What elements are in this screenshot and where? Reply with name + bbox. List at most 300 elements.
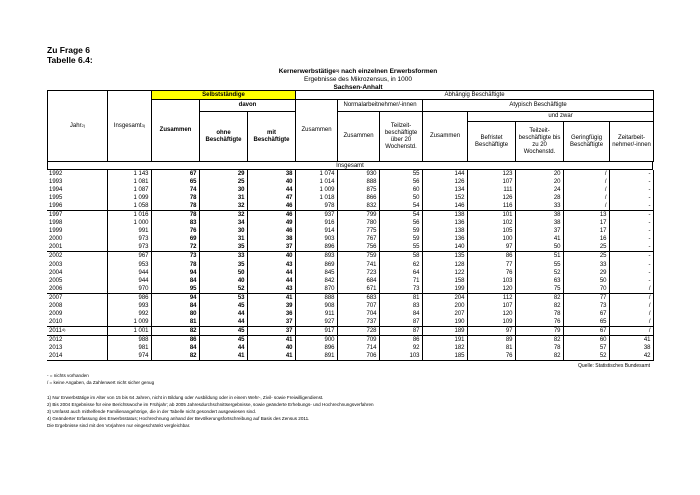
value-cell: 82 xyxy=(151,326,199,335)
value-cell: 62 xyxy=(379,261,422,269)
value-cell: 136 xyxy=(422,219,467,227)
value-cell: 78 xyxy=(151,202,199,211)
value-cell: 973 xyxy=(107,235,151,243)
value-cell: 44 xyxy=(247,277,295,285)
year-cell: 2009 xyxy=(47,310,107,318)
value-cell: 16 xyxy=(563,235,609,243)
header-ohne: ohne Beschäftigte xyxy=(200,112,248,162)
value-cell: 704 xyxy=(337,310,379,318)
value-cell: / xyxy=(563,186,609,194)
value-cell: 870 xyxy=(295,285,337,294)
table-row xyxy=(47,219,653,227)
year-cell: 2011$^{4)}$ xyxy=(47,326,107,335)
value-cell: 1 001 xyxy=(107,326,151,335)
value-cell: 37 xyxy=(247,318,295,327)
value-cell: - xyxy=(609,170,653,178)
year-cell: 2012 xyxy=(47,335,107,344)
value-cell: 37 xyxy=(247,326,295,335)
value-cell: 43 xyxy=(247,285,295,294)
table-row xyxy=(47,252,653,261)
value-cell: 38 xyxy=(609,344,653,352)
value-cell: 45 xyxy=(199,326,247,335)
table-row xyxy=(47,227,653,235)
year-cell: 1995 xyxy=(47,194,107,202)
value-cell: 930 xyxy=(337,170,379,178)
value-cell: 82 xyxy=(515,335,563,344)
value-cell: 70 xyxy=(563,285,609,294)
value-cell: 40 xyxy=(247,178,295,186)
source-note: Quelle: Statistisches Bundesamt xyxy=(578,363,650,369)
table-subtitle: Ergebnisse des Mikrozensus, in 1000 xyxy=(303,76,413,83)
value-cell: 903 xyxy=(295,235,337,243)
table-row xyxy=(47,285,653,294)
value-cell: 1 058 xyxy=(107,202,151,211)
value-cell: 17 xyxy=(563,227,609,235)
value-cell: 51 xyxy=(515,252,563,261)
value-cell: 86 xyxy=(379,335,422,344)
value-cell: 146 xyxy=(422,202,467,211)
value-cell: 20 xyxy=(515,170,563,178)
value-cell: 45 xyxy=(199,335,247,344)
table-row xyxy=(47,243,653,252)
value-cell: 31 xyxy=(199,194,247,202)
value-cell: 24 xyxy=(515,186,563,194)
value-cell: 138 xyxy=(422,227,467,235)
value-cell: 891 xyxy=(295,352,337,361)
value-cell: 92 xyxy=(379,344,422,352)
header-geringfuegig: Geringfügig Beschäftigte xyxy=(564,122,610,162)
value-cell: 86 xyxy=(467,252,515,261)
value-cell: 888 xyxy=(337,178,379,186)
value-cell: 988 xyxy=(107,335,151,344)
value-cell: 1 014 xyxy=(295,178,337,186)
value-cell: 76 xyxy=(151,227,199,235)
value-cell: 706 xyxy=(337,352,379,361)
value-cell: 875 xyxy=(337,186,379,194)
value-cell: 112 xyxy=(467,293,515,302)
value-cell: 39 xyxy=(247,302,295,310)
year-cell: 2004 xyxy=(47,269,107,277)
value-cell: 32 xyxy=(199,202,247,211)
value-cell: 709 xyxy=(337,335,379,344)
value-cell: 973 xyxy=(107,243,151,252)
header-abhaengig: Abhängig Beschäftigte xyxy=(296,91,654,100)
value-cell: 152 xyxy=(422,194,467,202)
value-cell: 52 xyxy=(199,285,247,294)
value-cell: 60 xyxy=(379,186,422,194)
value-cell: 1 009 xyxy=(107,318,151,327)
value-cell: 136 xyxy=(422,235,467,243)
value-cell: 81 xyxy=(467,344,515,352)
table-row xyxy=(47,277,653,285)
value-cell: 189 xyxy=(422,326,467,335)
value-cell: 780 xyxy=(337,219,379,227)
value-cell: 40 xyxy=(199,277,247,285)
value-cell: 50 xyxy=(199,269,247,277)
value-cell: 55 xyxy=(379,170,422,178)
value-cell: 38 xyxy=(247,170,295,178)
table-row xyxy=(47,335,653,344)
value-cell: 911 xyxy=(295,310,337,318)
value-cell: / xyxy=(609,285,653,294)
year-cell: 1999 xyxy=(47,227,107,235)
value-cell: - xyxy=(609,178,653,186)
value-cell: 866 xyxy=(337,194,379,202)
value-cell: 914 xyxy=(295,227,337,235)
value-cell: 927 xyxy=(295,318,337,327)
value-cell: 893 xyxy=(295,252,337,261)
value-cell: 46 xyxy=(247,227,295,235)
value-cell: 100 xyxy=(467,235,515,243)
value-cell: 46 xyxy=(247,211,295,220)
value-cell: 78 xyxy=(515,344,563,352)
year-cell: 2000 xyxy=(47,235,107,243)
value-cell: 25 xyxy=(199,178,247,186)
value-cell: / xyxy=(563,194,609,202)
footnote-3: 3) Umfasst auch mithelfende Familienangehörige, die in der Tabelle nicht gesondert ausgewiesen sind. xyxy=(47,409,257,414)
value-cell: 107 xyxy=(467,302,515,310)
value-cell: 1 099 xyxy=(107,194,151,202)
value-cell: 17 xyxy=(563,219,609,227)
value-cell: 799 xyxy=(337,211,379,220)
title-main: Kernerwerbstätige xyxy=(278,68,336,75)
value-cell: / xyxy=(563,170,609,178)
value-cell: 29 xyxy=(563,269,609,277)
value-cell: 81 xyxy=(151,318,199,327)
value-cell: 35 xyxy=(199,243,247,252)
value-cell: 900 xyxy=(295,335,337,344)
value-cell: 55 xyxy=(515,261,563,269)
value-cell: 775 xyxy=(337,227,379,235)
value-cell: 37 xyxy=(247,243,295,252)
value-cell: 937 xyxy=(295,211,337,220)
value-cell: 58 xyxy=(379,252,422,261)
table-row xyxy=(47,202,653,211)
value-cell: 103 xyxy=(379,352,422,361)
table-row xyxy=(47,261,653,269)
value-cell: 13 xyxy=(563,211,609,220)
value-cell: 1 000 xyxy=(107,219,151,227)
value-cell: 82 xyxy=(151,352,199,361)
value-cell: 82 xyxy=(515,302,563,310)
value-cell: - xyxy=(609,243,653,252)
value-cell: 185 xyxy=(422,352,467,361)
year-cell: 2003 xyxy=(47,261,107,269)
value-cell: / xyxy=(609,302,653,310)
value-cell: 73 xyxy=(379,285,422,294)
value-cell: 32 xyxy=(199,211,247,220)
table-heading xyxy=(47,45,93,65)
value-cell: 69 xyxy=(151,235,199,243)
value-cell: 41 xyxy=(247,293,295,302)
value-cell: 158 xyxy=(422,277,467,285)
value-cell: 77 xyxy=(563,293,609,302)
table-title xyxy=(0,68,700,76)
value-cell: 116 xyxy=(467,202,515,211)
footnote-4: 4) Geänderter Erfassung des Erwerbsstatus; Hochrechnung anhand der Bevölkerungsfortschreibung auf Basis des Zensus 2011. xyxy=(47,416,310,421)
value-cell: 917 xyxy=(295,326,337,335)
value-cell: 29 xyxy=(199,170,247,178)
value-cell: 41 xyxy=(247,352,295,361)
header-mit: mit Beschäftigte xyxy=(248,112,296,162)
value-cell: 138 xyxy=(422,211,467,220)
footnote-4-cont: Die Ergebnisse sind mit den Vorjahren nur eingeschränkt vergleichbar. xyxy=(47,423,191,428)
value-cell: 126 xyxy=(422,178,467,186)
table-row xyxy=(47,302,653,310)
value-cell: 944 xyxy=(107,277,151,285)
header-selbststaendige: Selbstständige xyxy=(152,91,296,100)
value-cell: 38 xyxy=(515,219,563,227)
year-cell: 1994 xyxy=(47,186,107,194)
unit-row: Insgesamt xyxy=(47,162,653,170)
value-cell: 44 xyxy=(199,310,247,318)
value-cell: 974 xyxy=(107,352,151,361)
value-cell: 40 xyxy=(247,252,295,261)
value-cell: 120 xyxy=(467,310,515,318)
value-cell: 144 xyxy=(422,170,467,178)
value-cell: - xyxy=(609,194,653,202)
value-cell: 84 xyxy=(151,344,199,352)
value-cell: 33 xyxy=(563,261,609,269)
year-cell: 2001 xyxy=(47,243,107,252)
value-cell: 199 xyxy=(422,285,467,294)
footnote-1: 1) Nur Erwerbstätige im Alter von 15 bis 64 Jahren, nicht in Bildung oder Ausbildung oder in einem Wehr-, Zivil- sowie Freiwilligendienst. xyxy=(47,395,324,400)
value-cell: 55 xyxy=(379,243,422,252)
value-cell: 756 xyxy=(337,243,379,252)
value-cell: 67 xyxy=(563,326,609,335)
value-cell: 49 xyxy=(247,219,295,227)
value-cell: 967 xyxy=(107,252,151,261)
value-cell: 84 xyxy=(379,310,422,318)
value-cell: 94 xyxy=(151,269,199,277)
value-cell: 200 xyxy=(422,302,467,310)
value-cell: 78 xyxy=(151,261,199,269)
value-cell: 28 xyxy=(515,194,563,202)
header-atyp-zusammen: Zusammen xyxy=(423,112,468,162)
value-cell: 97 xyxy=(467,326,515,335)
header-davon: davon xyxy=(200,100,296,112)
value-cell: / xyxy=(563,202,609,211)
table-row xyxy=(47,269,653,277)
value-cell: 52 xyxy=(515,269,563,277)
table-row xyxy=(47,211,653,220)
value-cell: 82 xyxy=(515,293,563,302)
header-teilzeit-bis20: Teilzeit-beschäftigte bis zu 20 Wochenstd. xyxy=(516,122,564,162)
value-cell: 684 xyxy=(337,277,379,285)
heading-table-number: Tabelle 6.4: xyxy=(47,55,93,65)
value-cell: 82 xyxy=(515,352,563,361)
value-cell: 1 143 xyxy=(107,170,151,178)
value-cell: 204 xyxy=(422,293,467,302)
value-cell: 102 xyxy=(467,219,515,227)
value-cell: 43 xyxy=(247,261,295,269)
value-cell: 978 xyxy=(295,202,337,211)
year-cell: 2013 xyxy=(47,344,107,352)
value-cell: 140 xyxy=(422,243,467,252)
value-cell: 869 xyxy=(295,261,337,269)
value-cell: 20 xyxy=(515,178,563,186)
header-normal: Normalarbeitnehmer/-innen xyxy=(338,100,423,112)
table-row xyxy=(47,344,653,352)
value-cell: / xyxy=(609,293,653,302)
value-cell: / xyxy=(563,178,609,186)
value-cell: 75 xyxy=(515,285,563,294)
value-cell: 54 xyxy=(379,211,422,220)
year-cell: 1993 xyxy=(47,178,107,186)
value-cell: 84 xyxy=(151,302,199,310)
value-cell: 30 xyxy=(199,186,247,194)
value-cell: 714 xyxy=(337,344,379,352)
table-row xyxy=(47,326,653,335)
value-cell: 33 xyxy=(515,202,563,211)
title-footnote-ref: 1) xyxy=(335,68,340,73)
year-cell: 2007 xyxy=(47,293,107,302)
value-cell: 30 xyxy=(199,227,247,235)
value-cell: - xyxy=(609,211,653,220)
value-cell: 56 xyxy=(379,219,422,227)
value-cell: 74 xyxy=(151,186,199,194)
value-cell: 41 xyxy=(515,235,563,243)
value-cell: 981 xyxy=(107,344,151,352)
legend-nothing: - = nichts vorhanden xyxy=(47,373,89,378)
value-cell: 38 xyxy=(515,211,563,220)
value-cell: 94 xyxy=(151,293,199,302)
year-cell: 1996 xyxy=(47,202,107,211)
value-cell: - xyxy=(609,261,653,269)
value-cell: 109 xyxy=(467,318,515,327)
value-cell: 105 xyxy=(467,227,515,235)
value-cell: 41 xyxy=(199,352,247,361)
table-row xyxy=(47,352,653,361)
table-row xyxy=(47,318,653,327)
value-cell: 182 xyxy=(422,344,467,352)
value-cell: 832 xyxy=(337,202,379,211)
value-cell: 59 xyxy=(379,227,422,235)
year-cell: 2010 xyxy=(47,318,107,327)
value-cell: - xyxy=(609,269,653,277)
value-cell: 46 xyxy=(247,202,295,211)
value-cell: 44 xyxy=(199,344,247,352)
value-cell: 1 081 xyxy=(107,178,151,186)
value-cell: 81 xyxy=(379,293,422,302)
value-cell: 908 xyxy=(295,302,337,310)
value-cell: 45 xyxy=(199,302,247,310)
value-cell: 53 xyxy=(199,293,247,302)
value-cell: 986 xyxy=(107,293,151,302)
value-cell: 64 xyxy=(379,269,422,277)
year-cell: 1992 xyxy=(47,170,107,178)
value-cell: 970 xyxy=(107,285,151,294)
value-cell: - xyxy=(609,227,653,235)
value-cell: 128 xyxy=(422,261,467,269)
table-row xyxy=(47,178,653,186)
value-cell: 916 xyxy=(295,219,337,227)
header-undzwar: und zwar xyxy=(468,112,654,122)
value-cell: 135 xyxy=(422,252,467,261)
value-cell: 73 xyxy=(563,302,609,310)
value-cell: 122 xyxy=(422,269,467,277)
value-cell: 33 xyxy=(199,252,247,261)
table-row xyxy=(47,194,653,202)
value-cell: 86 xyxy=(151,335,199,344)
value-cell: 120 xyxy=(467,285,515,294)
year-cell: 2006 xyxy=(47,285,107,294)
header-normal-zusammen: Zusammen xyxy=(338,112,380,162)
value-cell: 842 xyxy=(295,277,337,285)
value-cell: 44 xyxy=(199,318,247,327)
header-insgesamt: Insgesamt$^{3)}$ xyxy=(108,91,152,162)
value-cell: / xyxy=(609,310,653,318)
value-cell: 36 xyxy=(247,310,295,318)
footnote-2: 2) Bis 2004 Ergebnisse für eine Berichtswoche im Frühjahr; ab 2005 Jahresdurchschnittsergebnisse, sowie geänderte Erhebungs- und Hochrechnungsverfahren xyxy=(47,402,374,407)
value-cell: 60 xyxy=(563,335,609,344)
value-cell: 992 xyxy=(107,310,151,318)
value-cell: 67 xyxy=(563,310,609,318)
value-cell: 63 xyxy=(515,277,563,285)
value-cell: 888 xyxy=(295,293,337,302)
header-befristet: Befristet Beschäftigte xyxy=(468,122,516,162)
value-cell: - xyxy=(609,252,653,261)
value-cell: 89 xyxy=(467,335,515,344)
value-cell: 79 xyxy=(515,326,563,335)
header-zeitarbeit: Zeitarbeit-nehmer/-innen xyxy=(610,122,654,162)
value-cell: 35 xyxy=(199,261,247,269)
value-cell: 191 xyxy=(422,335,467,344)
value-cell: 671 xyxy=(337,285,379,294)
value-cell: 126 xyxy=(467,194,515,202)
value-cell: 56 xyxy=(379,178,422,186)
value-cell: 190 xyxy=(422,318,467,327)
value-cell: 953 xyxy=(107,261,151,269)
table-row xyxy=(47,235,653,243)
value-cell: 44 xyxy=(247,186,295,194)
value-cell: 50 xyxy=(515,243,563,252)
value-cell: 25 xyxy=(563,243,609,252)
value-cell: 707 xyxy=(337,302,379,310)
value-cell: 77 xyxy=(467,261,515,269)
value-cell: 759 xyxy=(337,252,379,261)
value-cell: 65 xyxy=(563,318,609,327)
table-row xyxy=(47,186,653,194)
value-cell: 34 xyxy=(199,219,247,227)
value-cell: 78 xyxy=(151,194,199,202)
value-cell: 59 xyxy=(379,235,422,243)
value-cell: 80 xyxy=(151,310,199,318)
title-rest: nach einzelnen Erwerbsformen xyxy=(339,68,438,75)
value-cell: 87 xyxy=(379,318,422,327)
year-cell: 1997 xyxy=(47,211,107,220)
value-cell: 71 xyxy=(379,277,422,285)
value-cell: 78 xyxy=(515,310,563,318)
header-atypisch: Atypisch Beschäftigte xyxy=(423,100,654,112)
value-cell: 40 xyxy=(247,344,295,352)
value-cell: 111 xyxy=(467,186,515,194)
value-cell: 78 xyxy=(151,211,199,220)
table-row xyxy=(47,310,653,318)
value-cell: 723 xyxy=(337,269,379,277)
value-cell: 845 xyxy=(295,269,337,277)
value-cell: - xyxy=(609,277,653,285)
value-cell: 1 009 xyxy=(295,186,337,194)
table-header xyxy=(47,90,654,162)
value-cell: 944 xyxy=(107,269,151,277)
row-footnote-ref: 4) xyxy=(61,326,66,332)
value-cell: 134 xyxy=(422,186,467,194)
value-cell: 83 xyxy=(151,219,199,227)
value-cell: 76 xyxy=(515,318,563,327)
value-cell: 993 xyxy=(107,302,151,310)
year-cell: 2005 xyxy=(47,277,107,285)
